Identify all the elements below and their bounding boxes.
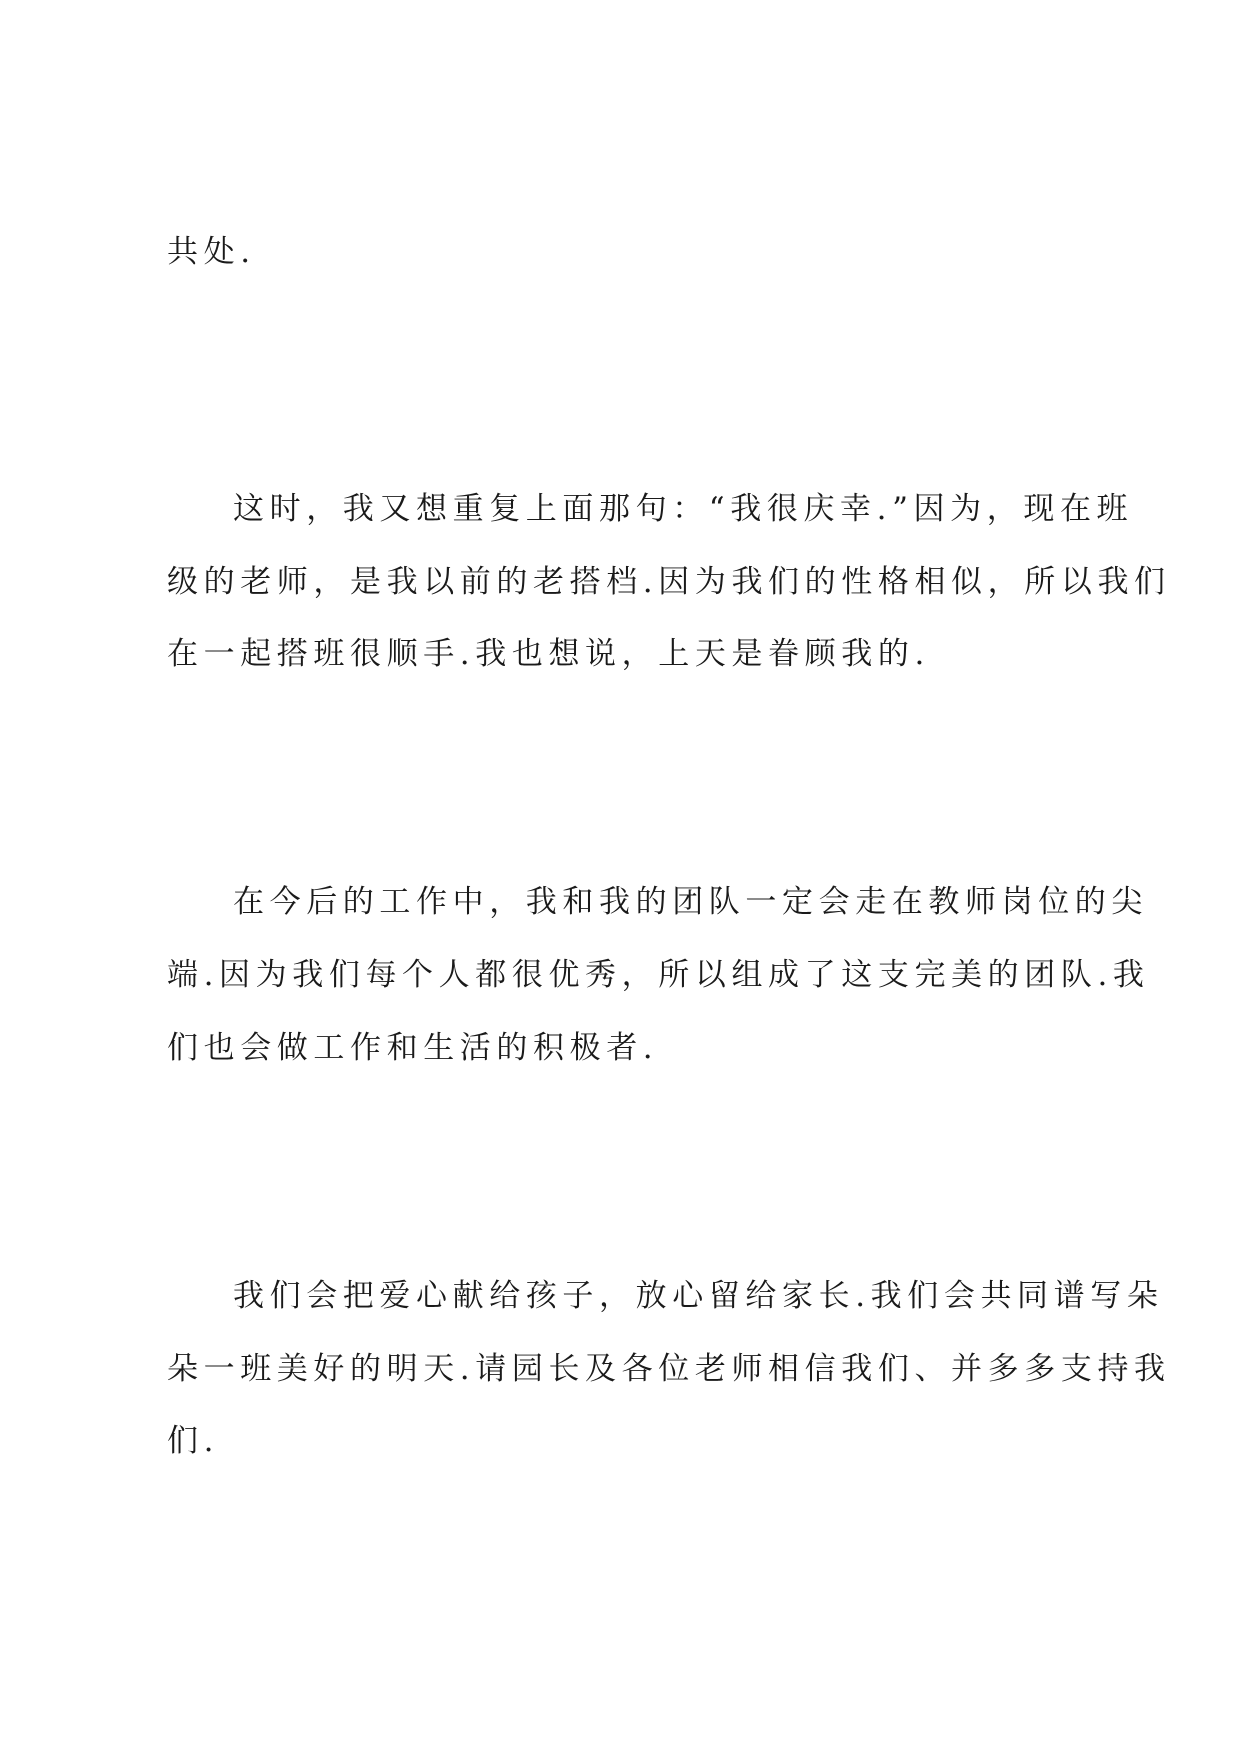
paragraph-3-line-2: 端.因为我们每个人都很优秀，所以组成了这支完美的团队.我: [167, 957, 1150, 993]
paragraph-3-line-1: 在今后的工作中，我和我的团队一定会走在教师岗位的尖: [233, 884, 1148, 920]
paragraph-1-line-1: 共处.: [167, 234, 256, 270]
paragraph-2-line-3: 在一起搭班很顺手.我也想说，上天是眷顾我的.: [167, 636, 930, 672]
paragraph-4-line-3: 们.: [167, 1423, 220, 1459]
paragraph-4-line-2: 朵一班美好的明天.请园长及各位老师相信我们、并多多支持我: [167, 1351, 1171, 1387]
paragraph-3-line-3: 们也会做工作和生活的积极者.: [167, 1030, 659, 1066]
paragraph-2-line-1: 这时，我又想重复上面那句：“我很庆幸.”因为，现在班: [233, 491, 1134, 527]
paragraph-2-line-2: 级的老师，是我以前的老搭档.因为我们的性格相似，所以我们: [167, 564, 1171, 600]
paragraph-4-line-1: 我们会把爱心献给孩子，放心留给家长.我们会共同谱写朵: [233, 1278, 1164, 1314]
